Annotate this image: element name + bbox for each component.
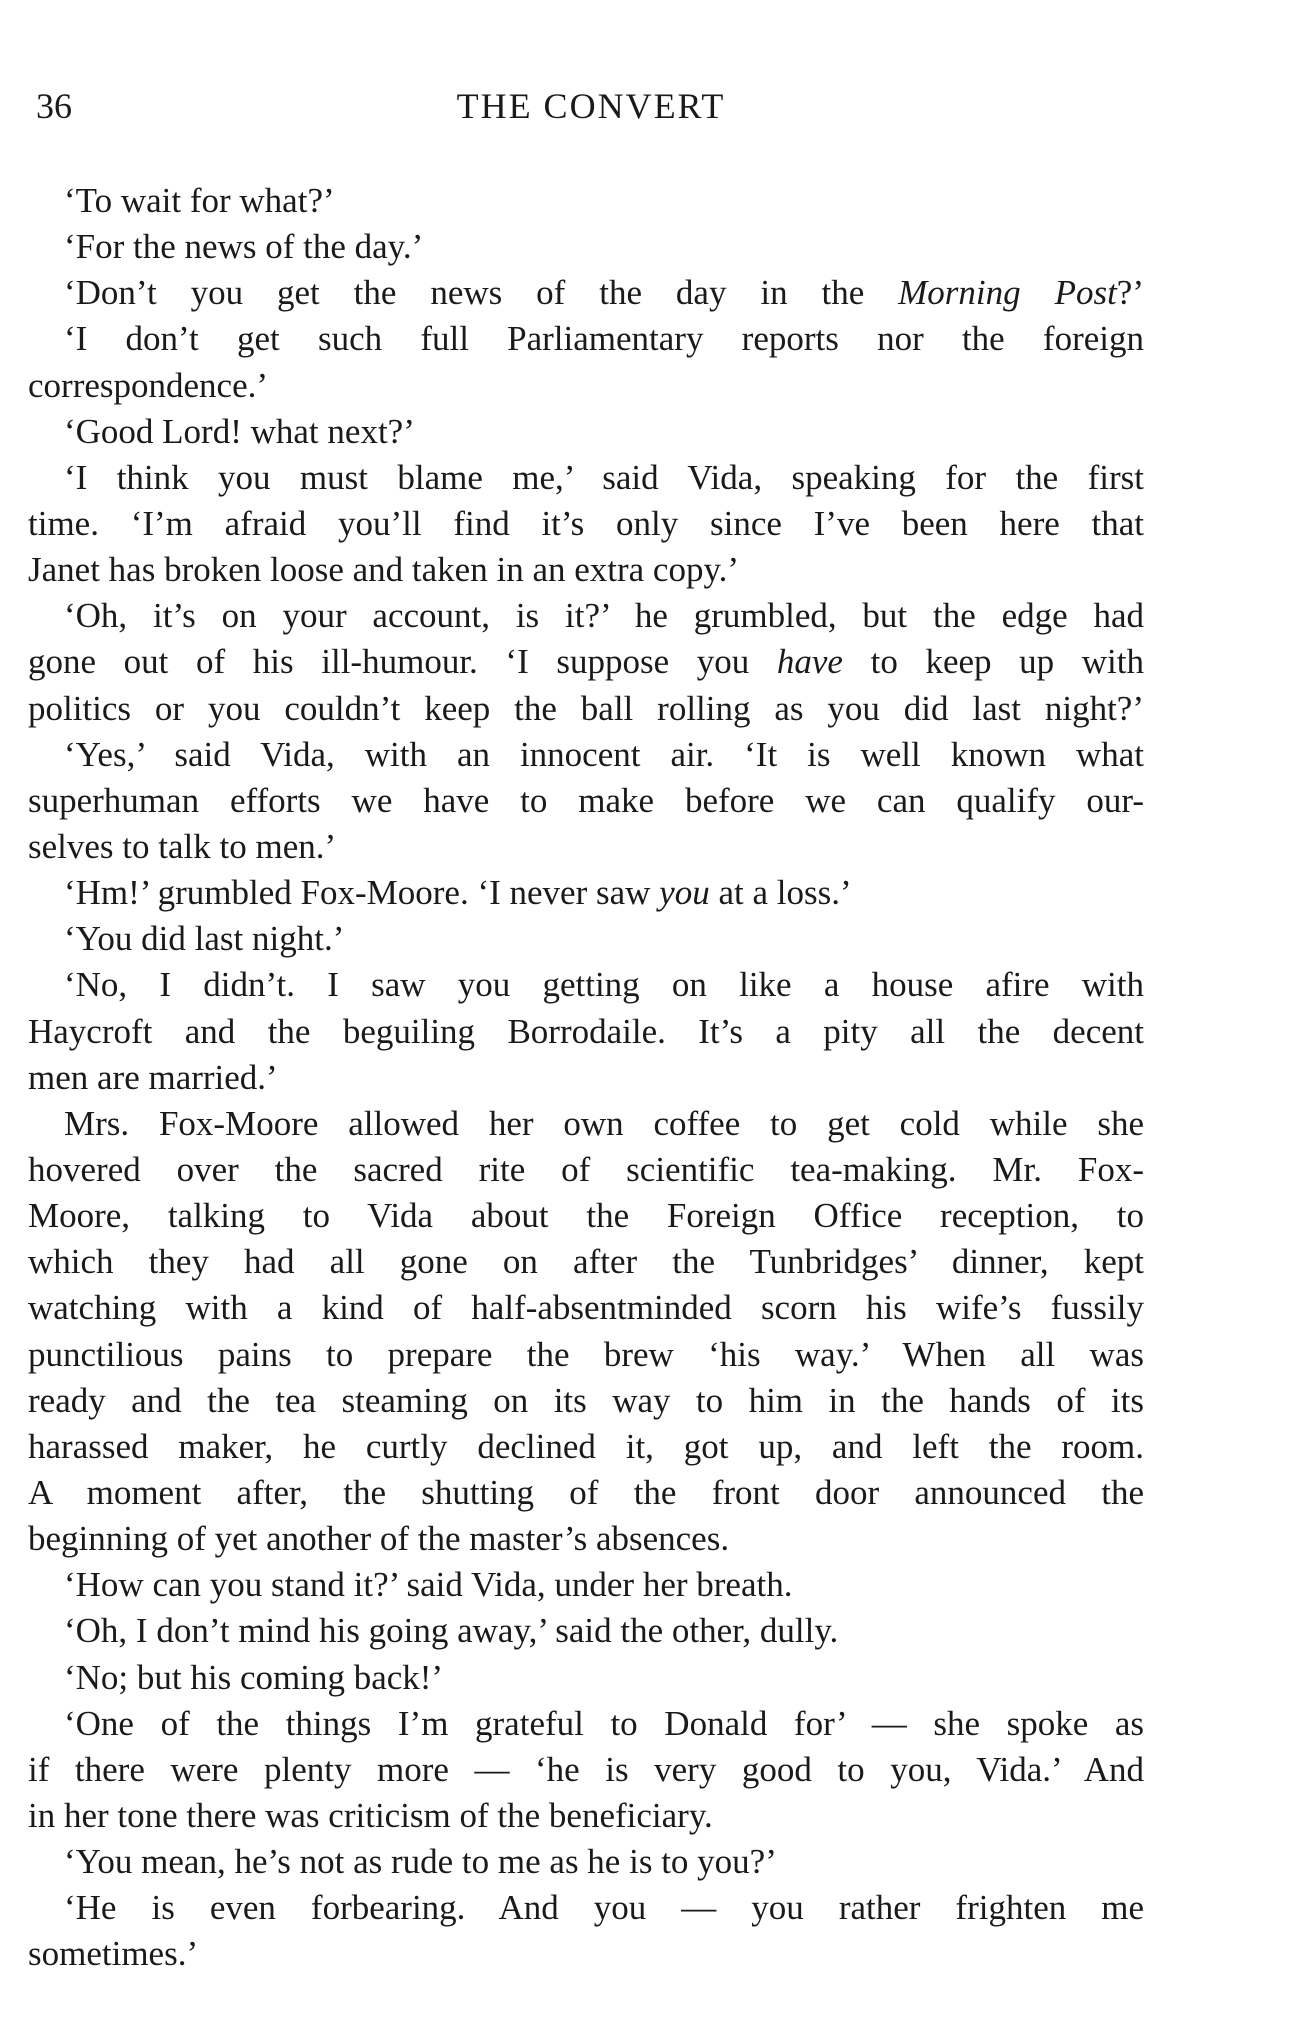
text-line: men are married.’ [28,1057,278,1097]
italic-phrase: have [776,642,843,682]
text-line: Mrs. Fox-Moore allowed her own coffee to get cold while she [64,1103,1144,1143]
page-number: 36 [36,86,72,126]
text-line [28,639,1144,685]
text-line: ‘To wait for what?’ [64,181,335,220]
text-line: in her tone there was criticism of the beneficiary. [28,1795,713,1835]
text-line: time. ‘I’m afraid you’ll find it’s only since I’ve been here that [28,503,1144,543]
text-line [28,270,1144,316]
text-line: sometimes.’ [28,1934,199,1974]
text-line: ‘You mean, he’s not as rude to me as he is to you?’ [64,1842,777,1882]
text-line: ‘You did last night.’ [64,919,345,959]
text-line: ‘I don’t get such full Parliamentary reports nor the foreign [64,319,1144,359]
text-line: selves to talk to men.’ [28,826,337,866]
text-line: ‘For the news of the day.’ [64,227,424,267]
text-line: A moment after, the shutting of the front door announced the [28,1472,1144,1512]
text-line: ‘One of the things I’m grateful to Donald for’ — she spoke as [64,1703,1144,1743]
text-line: harassed maker, he curtly declined it, got up, and left the room. [28,1426,1144,1466]
text-line: ‘Oh, I don’t mind his going away,’ said the other, dully. [64,1611,839,1651]
text-line: ‘Yes,’ said Vida, with an innocent air. ‘It is well known what [64,734,1144,774]
text-line: correspondence.’ [28,365,269,405]
text-line-styled: ‘Hm!’ grumbled Fox-Moore. ‘I never saw you at a loss.’ [64,873,852,913]
text-line: politics or you couldn’t keep the ball rolling as you did last night?’ [28,688,1144,728]
text-line: ready and the tea steaming on its way to him in the hands of its [28,1380,1144,1420]
text-line: ‘How can you stand it?’ said Vida, under her breath. [64,1565,793,1605]
text-line: ‘Good Lord! what next?’ [64,411,415,451]
text-line: beginning of yet another of the master’s absences. [28,1519,730,1559]
text-line: ‘No; but his coming back!’ [64,1657,444,1697]
text-line: punctilious pains to prepare the brew ‘his way.’ When all was [28,1334,1144,1374]
text-line: which they had all gone on after the Tunbridges’ dinner, kept [28,1242,1144,1282]
text-line: Moore, talking to Vida about the Foreign Office reception, to [28,1196,1144,1236]
text-line: if there were plenty more — ‘he is very good to you, Vida.’ And [28,1749,1144,1789]
text-line: superhuman efforts we have to make before we can qualify our- [28,780,1144,820]
text-line-styled: gone out of his ill-humour. ‘I suppose you have to keep up with [28,642,1144,682]
text-line: ‘He is even forbearing. And you — you rather frighten me [64,1888,1144,1928]
text-line: Janet has broken loose and taken in an extra copy.’ [28,550,740,590]
running-head: THE CONVERT [456,86,726,126]
page-header [36,84,1146,128]
text-line: ‘I think you must blame me,’ said Vida, speaking for the first [64,457,1144,497]
text-line [28,870,1144,916]
text-line-styled: ‘Don’t you get the news of the day in the Morning Post?’ [64,273,1144,313]
text-line: watching with a kind of half-absentminded scorn his wife’s fussily [28,1288,1144,1328]
italic-phrase: Morning Post [898,273,1117,313]
text-line: ‘No, I didn’t. I saw you getting on like a house afire with [64,965,1144,1005]
text-line: Haycroft and the beguiling Borrodaile. It’s a pity all the decent [28,1011,1144,1051]
italic-phrase: you [659,873,710,913]
page-body [28,178,1144,1977]
text-line: hovered over the sacred rite of scientific tea-making. Mr. Fox- [28,1149,1144,1189]
text-line: ‘Oh, it’s on your account, is it?’ he grumbled, but the edge had [64,596,1144,636]
